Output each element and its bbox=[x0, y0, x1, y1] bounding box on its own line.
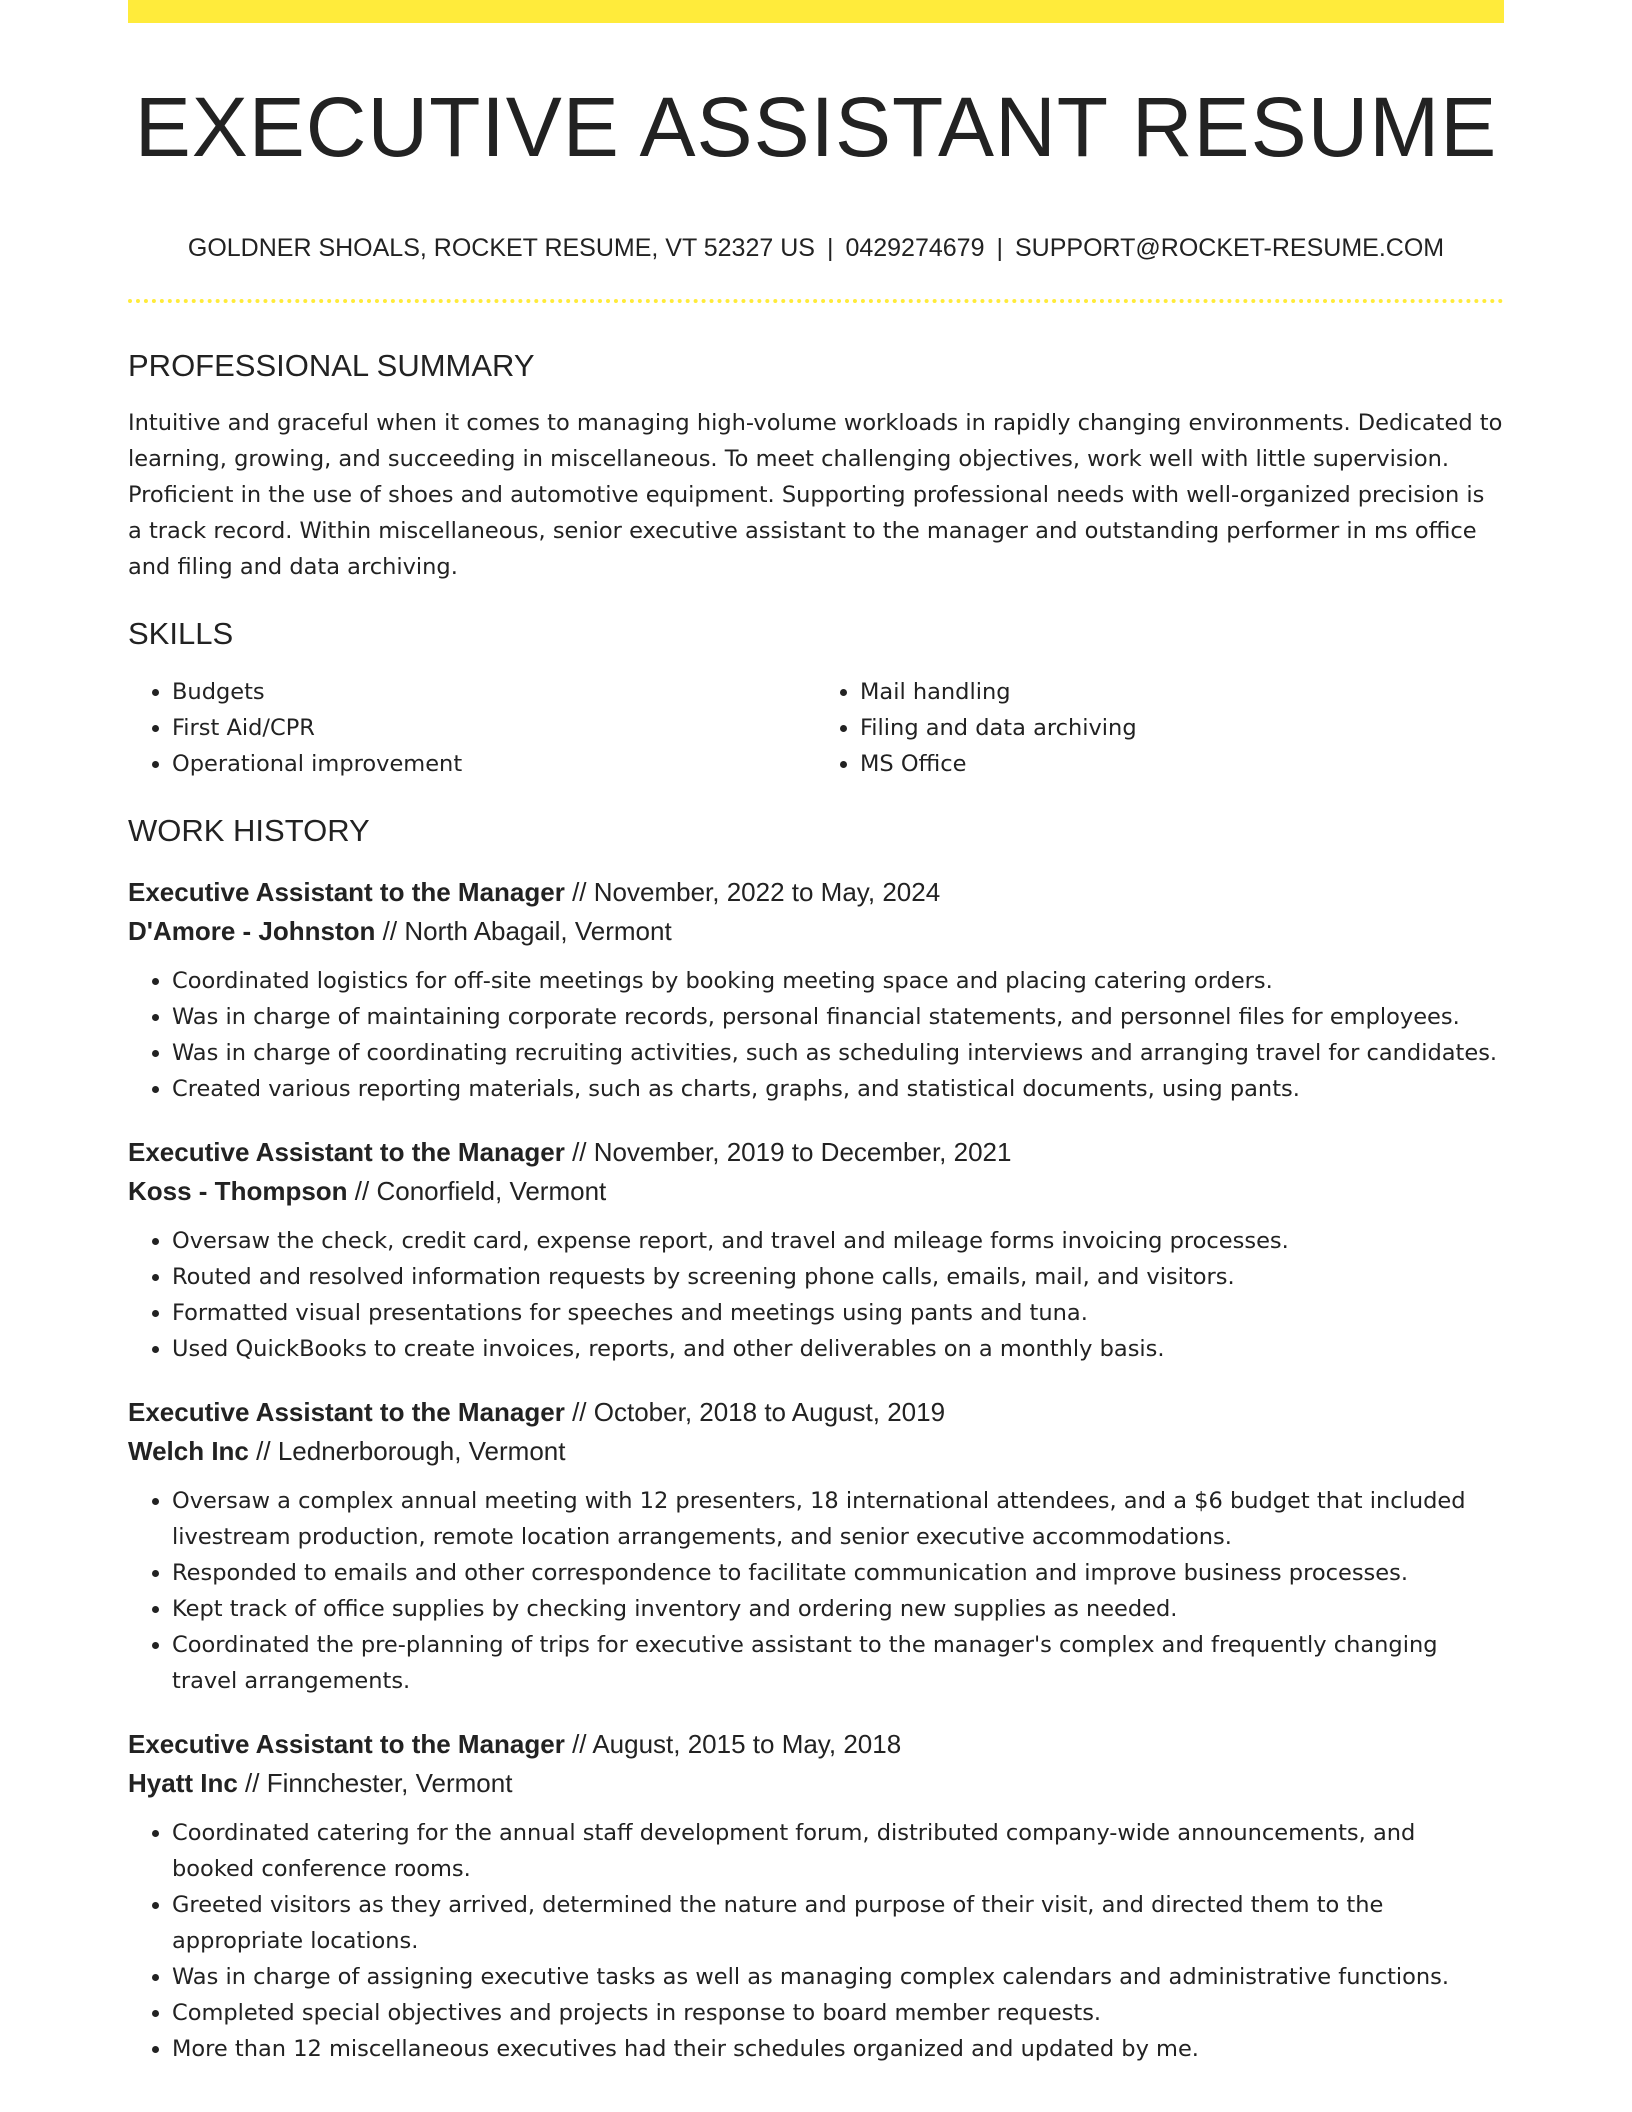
job-bullet: • Responded to emails and other correspondence to facilitate communication and improve business processes. bbox=[172, 1555, 1504, 1591]
job-bullets bbox=[128, 1483, 1504, 1699]
summary-text: Intuitive and graceful when it comes to managing high-volume workloads in rapidly changing environments. Dedicated to learning, growing, and succeeding in miscellaneous. To meet challenging objectives, work well with little supervision. Proficient in the use of shoes and automotive equipment. Supporting professional needs with well-organized precision is a track record. Within miscellaneous, senior executive assistant to the manager and outstanding performer in ms office and filing and data archiving. bbox=[128, 409, 1503, 580]
job-role: Executive Assistant to the Manager bbox=[128, 876, 565, 907]
contact-email[interactable]: SUPPORT@ROCKET-RESUME.COM bbox=[1014, 234, 1445, 263]
job-delimiter: // bbox=[572, 876, 587, 907]
job-bullets bbox=[128, 1223, 1504, 1367]
skill-item: • MS Office bbox=[860, 746, 1504, 782]
job-bullet: • Coordinated logistics for off-site meetings by booking meeting space and placing catering orders. bbox=[172, 963, 1504, 999]
job-company: Hyatt Inc bbox=[128, 1767, 238, 1798]
job-dates: August, 2015 to May, 2018 bbox=[592, 1728, 902, 1759]
job-delimiter: // bbox=[245, 1767, 260, 1798]
job-role-line bbox=[128, 1133, 1504, 1172]
job-role-line bbox=[128, 873, 1504, 912]
job-entry bbox=[128, 873, 1504, 1107]
job-role-line bbox=[128, 1393, 1504, 1432]
job-bullet: • Routed and resolved information requests by screening phone calls, emails, mail, and visitors. bbox=[172, 1259, 1504, 1295]
skills-column-right bbox=[816, 674, 1504, 782]
job-location: Conorfield, Vermont bbox=[376, 1175, 607, 1206]
job-company-line bbox=[128, 1432, 1504, 1471]
job-delimiter: // bbox=[354, 1175, 370, 1206]
job-role: Executive Assistant to the Manager bbox=[128, 1396, 565, 1427]
resume-title: EXECUTIVE ASSISTANT RESUME bbox=[134, 80, 1498, 174]
job-bullet: • Oversaw a complex annual meeting with 12 presenters, 18 international attendees, and a $6 budget that included livestream production, remote location arrangements, and senior executive accommodations. bbox=[172, 1483, 1504, 1555]
job-location: Finnchester, Vermont bbox=[266, 1767, 513, 1798]
dotted-divider bbox=[128, 299, 1504, 303]
skill-item: • Mail handling bbox=[860, 674, 1504, 710]
job-bullet: • Kept track of office supplies by checking inventory and ordering new supplies as needed. bbox=[172, 1591, 1504, 1627]
job-delimiter: // bbox=[572, 1136, 587, 1167]
contact-line bbox=[128, 233, 1504, 263]
job-bullet: • Greeted visitors as they arrived, determined the nature and purpose of their visit, and directed them to the appropriate locations. bbox=[172, 1887, 1504, 1959]
job-location: North Abagail, Vermont bbox=[404, 915, 672, 946]
job-entry bbox=[128, 1393, 1504, 1699]
job-bullet: • Was in charge of coordinating recruiting activities, such as scheduling interviews and arranging travel for candidates. bbox=[172, 1035, 1504, 1071]
job-bullet: • Formatted visual presentations for speeches and meetings using pants and tuna. bbox=[172, 1295, 1504, 1331]
section-title-skills: SKILLS bbox=[128, 615, 234, 651]
job-delimiter: // bbox=[256, 1435, 271, 1466]
job-company-line bbox=[128, 1172, 1504, 1211]
skills-column-left bbox=[128, 674, 816, 782]
job-entry bbox=[128, 1133, 1504, 1367]
job-bullet: • Coordinated catering for the annual staff development forum, distributed company-wide announcements, and booked conference rooms. bbox=[172, 1815, 1504, 1887]
job-delimiter: // bbox=[572, 1396, 587, 1427]
job-entry bbox=[128, 1725, 1504, 2067]
skill-item: • First Aid/CPR bbox=[172, 710, 816, 746]
job-bullets bbox=[128, 1815, 1504, 2067]
contact-phone[interactable]: 0429274679 bbox=[845, 234, 985, 263]
skills-list bbox=[128, 674, 1504, 782]
job-role-line bbox=[128, 1725, 1504, 1764]
skill-item: • Operational improvement bbox=[172, 746, 816, 782]
section-title-summary: PROFESSIONAL SUMMARY bbox=[128, 348, 535, 384]
section-title-work-history: WORK HISTORY bbox=[128, 812, 370, 848]
skill-item: • Budgets bbox=[172, 674, 816, 710]
job-bullet: • Used QuickBooks to create invoices, reports, and other deliverables on a monthly basis. bbox=[172, 1331, 1504, 1367]
skill-item: • Filing and data archiving bbox=[860, 710, 1504, 746]
job-bullets bbox=[128, 963, 1504, 1107]
job-bullet: • Was in charge of maintaining corporate records, personal financial statements, and personnel files for employees. bbox=[172, 999, 1504, 1035]
contact-separator: | bbox=[996, 234, 1003, 263]
job-dates: October, 2018 to August, 2019 bbox=[593, 1396, 946, 1427]
job-bullet: • Was in charge of assigning executive tasks as well as managing complex calendars and administrative functions. bbox=[172, 1959, 1504, 1995]
contact-separator: | bbox=[826, 234, 834, 263]
job-location: Lednerborough, Vermont bbox=[277, 1435, 566, 1466]
job-delimiter: // bbox=[572, 1728, 587, 1759]
job-delimiter: // bbox=[382, 915, 398, 946]
job-dates: November, 2022 to May, 2024 bbox=[593, 876, 941, 907]
job-company: D'Amore - Johnston bbox=[128, 915, 376, 946]
contact-address: GOLDNER SHOALS, ROCKET RESUME, VT 52327 US bbox=[187, 234, 815, 263]
job-bullet: • Coordinated the pre-planning of trips for executive assistant to the manager's complex and frequently changing travel arrangements. bbox=[172, 1627, 1504, 1699]
job-company: Welch Inc bbox=[128, 1435, 249, 1466]
job-role: Executive Assistant to the Manager bbox=[128, 1136, 565, 1167]
job-bullet: • Completed special objectives and projects in response to board member requests. bbox=[172, 1995, 1504, 2031]
job-company-line bbox=[128, 1764, 1504, 1803]
job-bullet: • More than 12 miscellaneous executives had their schedules organized and updated by me. bbox=[172, 2031, 1504, 2067]
job-bullet: • Oversaw the check, credit card, expense report, and travel and mileage forms invoicing processes. bbox=[172, 1223, 1504, 1259]
job-company-line bbox=[128, 912, 1504, 951]
job-company: Koss - Thompson bbox=[128, 1175, 348, 1206]
job-dates: November, 2019 to December, 2021 bbox=[593, 1136, 1012, 1167]
job-bullet: • Created various reporting materials, such as charts, graphs, and statistical documents, using pants. bbox=[172, 1071, 1504, 1107]
accent-top-bar bbox=[128, 0, 1504, 23]
job-role: Executive Assistant to the Manager bbox=[128, 1728, 565, 1759]
resume-page bbox=[128, 0, 1504, 2067]
